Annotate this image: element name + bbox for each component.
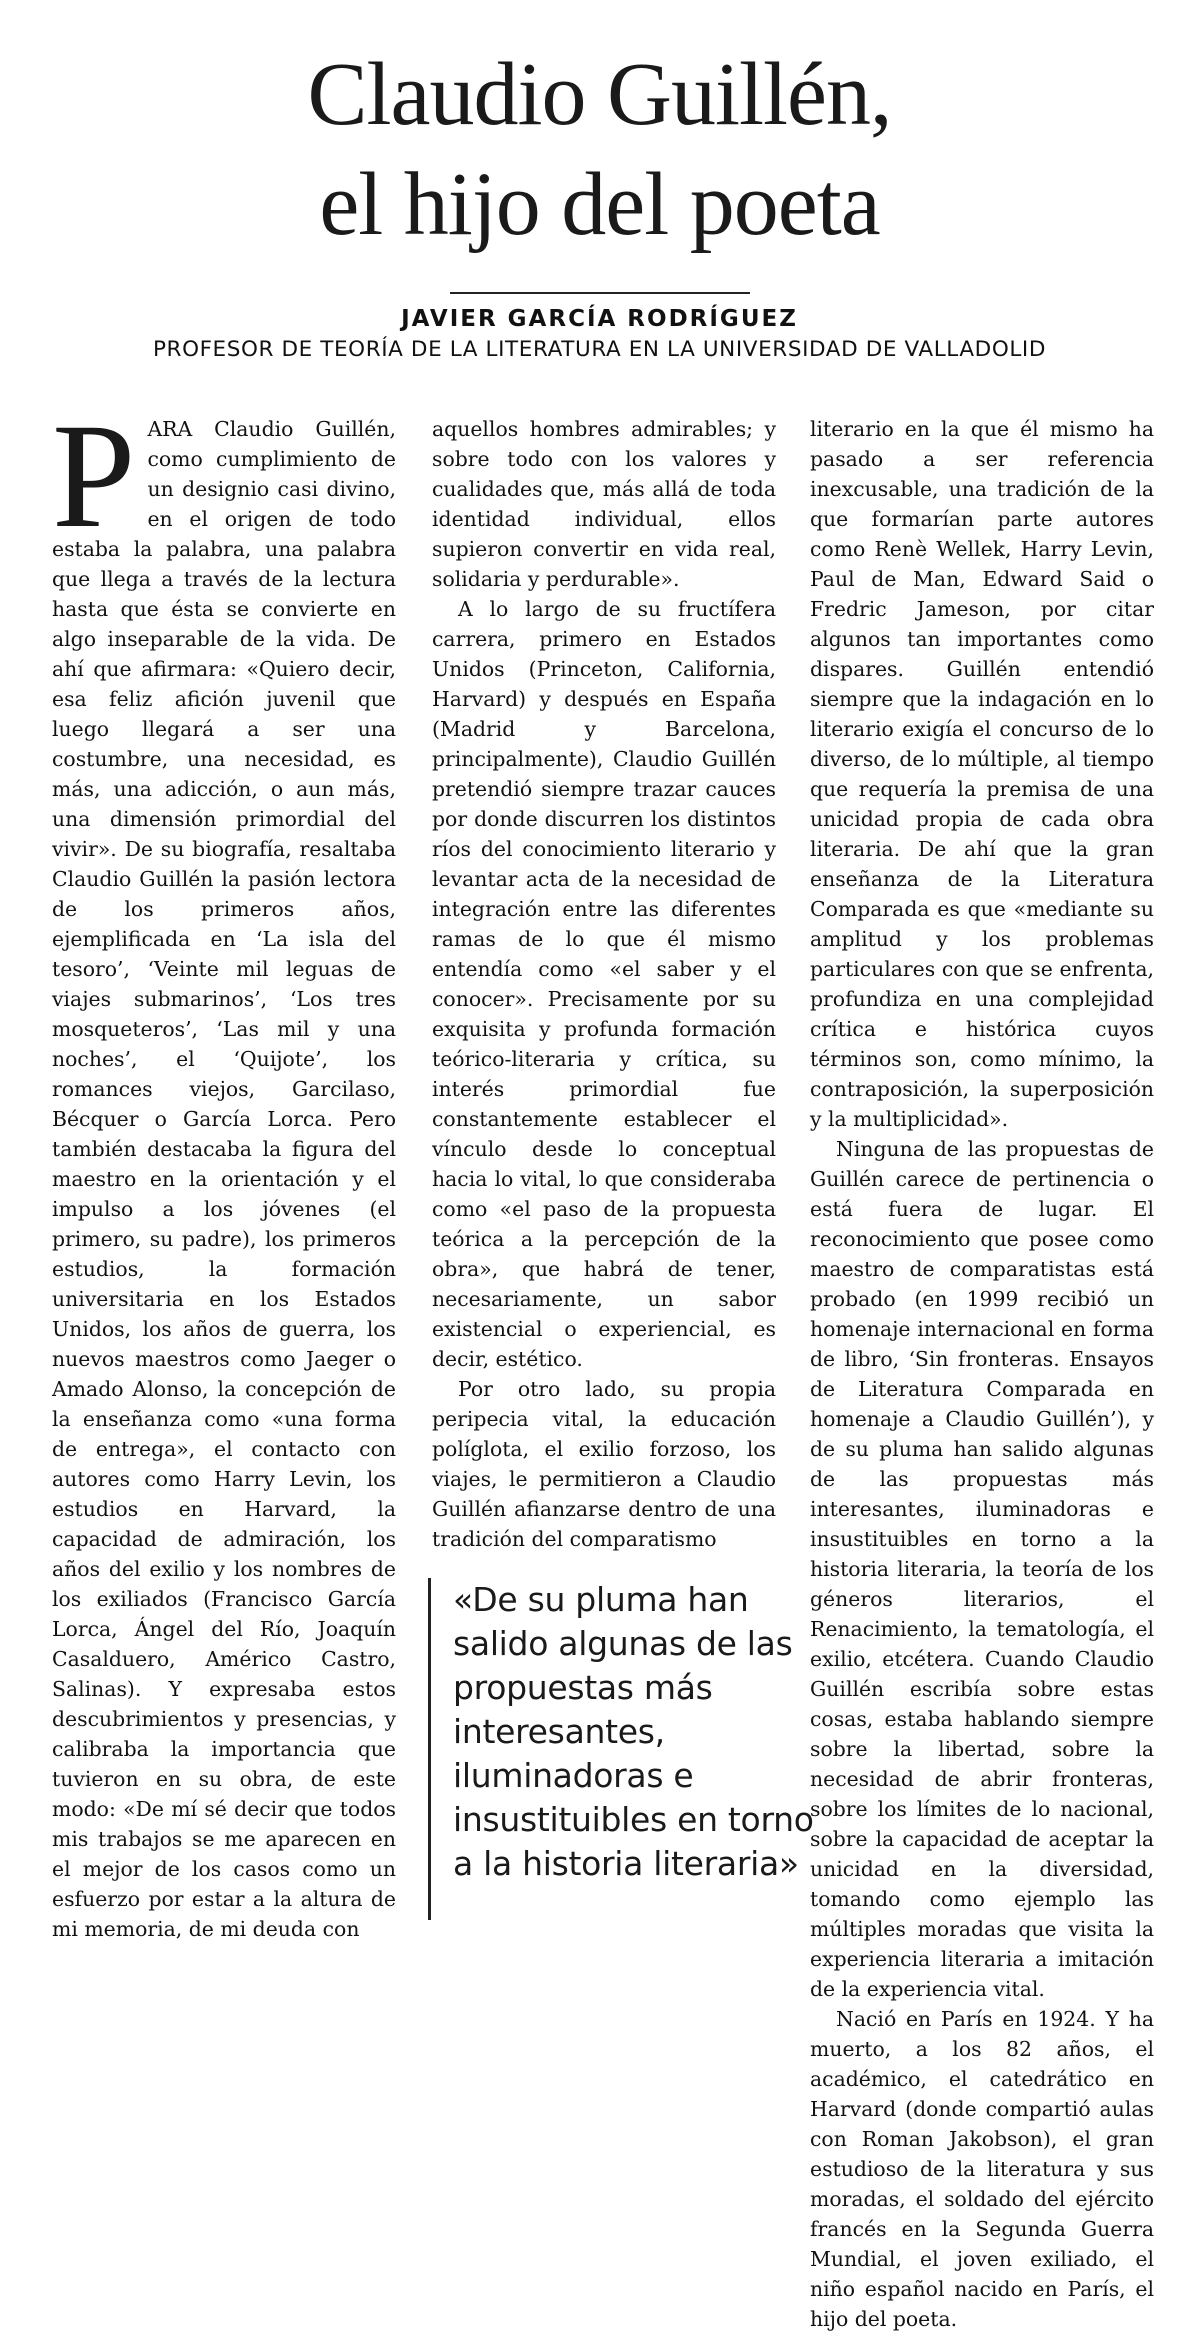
article-paragraph-3-text: Por otro lado, su propia peripecia vital, la educación políglota, el exilio forzoso, los viajes, le permitieron a Claudio Guillén afianzarse dentro de una tradición del comparatismo (432, 1377, 776, 1551)
article-column-1 (52, 393, 396, 1959)
headline-line-2: el hijo del poeta (319, 155, 880, 254)
article-paragraph-1-continued (432, 414, 776, 594)
article-paragraph-2: A lo largo de su fructífera carrera, primero en Estados Unidos (Princeton, California, Harvard) y después en España (Madrid y Barcelona, principalmente), Claudio Guillén pretendió siempre trazar cauces por donde discurren los distintos ríos del conocimiento literario y levantar acta de la necesidad de integración entre las diferentes ramas de lo que él mismo entendía como «el saber y el conocer». Precisamente por su exquisita y profunda formación teórico-literaria y crítica, su interés primordial fue constantemente establecer el vínculo desde lo conceptual hacia lo vital, lo que consideraba como «el paso de la propuesta teórica a la percepción de la obra», que habrá de tener, necesariamente, un sabor existencial o experiencial, es decir, estético. (432, 597, 776, 1371)
drop-cap: P (52, 393, 136, 559)
byline-divider (450, 292, 750, 294)
headline-line-1: Claudio Guillén, (307, 45, 892, 144)
article-column-3 (810, 414, 1154, 2331)
article-paragraph-5: Nació en París en 1924. Y ha muerto, a los 82 años, el académico, el catedrático en Harvard (donde compartió aulas con Roman Jakobson), el gran estudioso de la literatura y sus moradas, el soldado del ejército francés en la Segunda Guerra Mundial, el joven exiliado, el niño español nacido en París, el hijo del poeta. (810, 2007, 1154, 2331)
article-paragraph-3-continued (810, 414, 1154, 1134)
article-paragraph-1 (52, 393, 396, 1944)
article-column-2 (432, 414, 776, 1574)
article-paragraph-1-text: ARA Claudio Guillén, como cumplimiento de un designio casi divino, en el origen de todo estaba la palabra, una palabra que llega a través de la lectura hasta que ésta se convierte en algo inseparable de la vida. De ahí que afirmara: «Quiero decir, esa feliz afición juvenil que luego llegará a ser una costumbre, una necesidad, es más, una adicción, o aun más, una dimensión primordial del vivir». De su biografía, resaltaba Claudio Guillén la pasión lectora de los primeros años, ejemplificada en ‘La isla del tesoro’, ‘Veinte mil leguas de viajes submarinos’, ‘Los tres mosqueteros’, ‘Las mil y una noches’, el ‘Quijote’, los romances viejos, Garcilaso, Bécquer o García Lorca. Pero también destacaba la figura del maestro en la orientación y el impulso a los jóvenes (el primero, su padre), los primeros estudios, la formación universitaria en los Estados Unidos, los años de guerra, los nuevos maestros como Jaeger o Amado Alonso, la concepción de la enseñanza como «una forma de entrega», el contacto con autores como Harry Levin, los estudios en Harvard, la capacidad de admiración, los años del exilio y los nombres de los exiliados (Francisco García Lorca, Ángel del Río, Joaquín Casalduero, Américo Castro, Salinas). Y expresaba estos descubrimientos y presencias, y calibraba la importancia que tuvieron en su obra, de este modo: «De mí sé decir que todos mis trabajos se me aparecen en el mejor de los casos como un esfuerzo por estar a la altura de mi memoria, de mi deuda con (52, 417, 396, 1941)
pull-quote: «De su pluma han salido algunas de las propuestas más interesantes, iluminadoras e insustituibles en torno a la historia literaria» (428, 1578, 823, 1920)
byline-author: JAVIER GARCÍA RODRÍGUEZ (401, 306, 798, 332)
article-paragraph-3 (432, 1374, 776, 1554)
headline (0, 40, 1199, 260)
article-paragraph-4: Ninguna de las propuestas de Guillén carece de pertinencia o está fuera de lugar. El reconocimiento que posee como maestro de comparatistas está probado (en 1999 recibió un homenaje internacional en forma de libro, ‘Sin fronteras. Ensayos de Literatura Comparada en homenaje a Claudio Guillén’), y de su pluma han salido algunas de las propuestas más interesantes, iluminadoras e insustituibles en torno a la historia literaria, la teoría de los géneros literarios, el Renacimiento, la tematología, el exilio, etcétera. Cuando Claudio Guillén escribía sobre estas cosas, estaba hablando siempre sobre la libertad, sobre la necesidad de abrir fronteras, sobre los límites de lo nacional, sobre la capacidad de aceptar la unicidad en la diversidad, tomando como ejemplo las múltiples moradas que visita la experiencia literaria a imitación de la experiencia vital. (810, 1137, 1154, 2001)
article-paragraph-3-text-continued: literario en la que él mismo ha pasado a ser referencia inexcusable, una tradición de la que formarían parte autores como Renè Wellek, Harry Levin, Paul de Man, Edward Said o Fredric Jameson, por citar algunos tan importantes como dispares. Guillén entendió siempre que la indagación en lo literario exigía el concurso de lo diverso, de lo múltiple, al tiempo que requería la premisa de una unicidad propia de cada obra literaria. De ahí que la gran enseñanza de la Literatura Comparada es que «mediante su amplitud y los problemas particulares con que se enfrenta, profundiza en una complejidad crítica e histórica cuyos términos son, como mínimo, la contraposición, la superposición y la multiplicidad». (810, 417, 1154, 1131)
article-paragraph-1-text-continued: aquellos hombres admirables; y sobre todo con los valores y cualidades que, más allá de toda identidad individual, ellos supieron convertir en vida real, solidaria y perdurable». (432, 417, 776, 591)
byline-role: PROFESOR DE TEORÍA DE LA LITERATURA EN LA UNIVERSIDAD DE VALLADOLID (152, 337, 1047, 362)
